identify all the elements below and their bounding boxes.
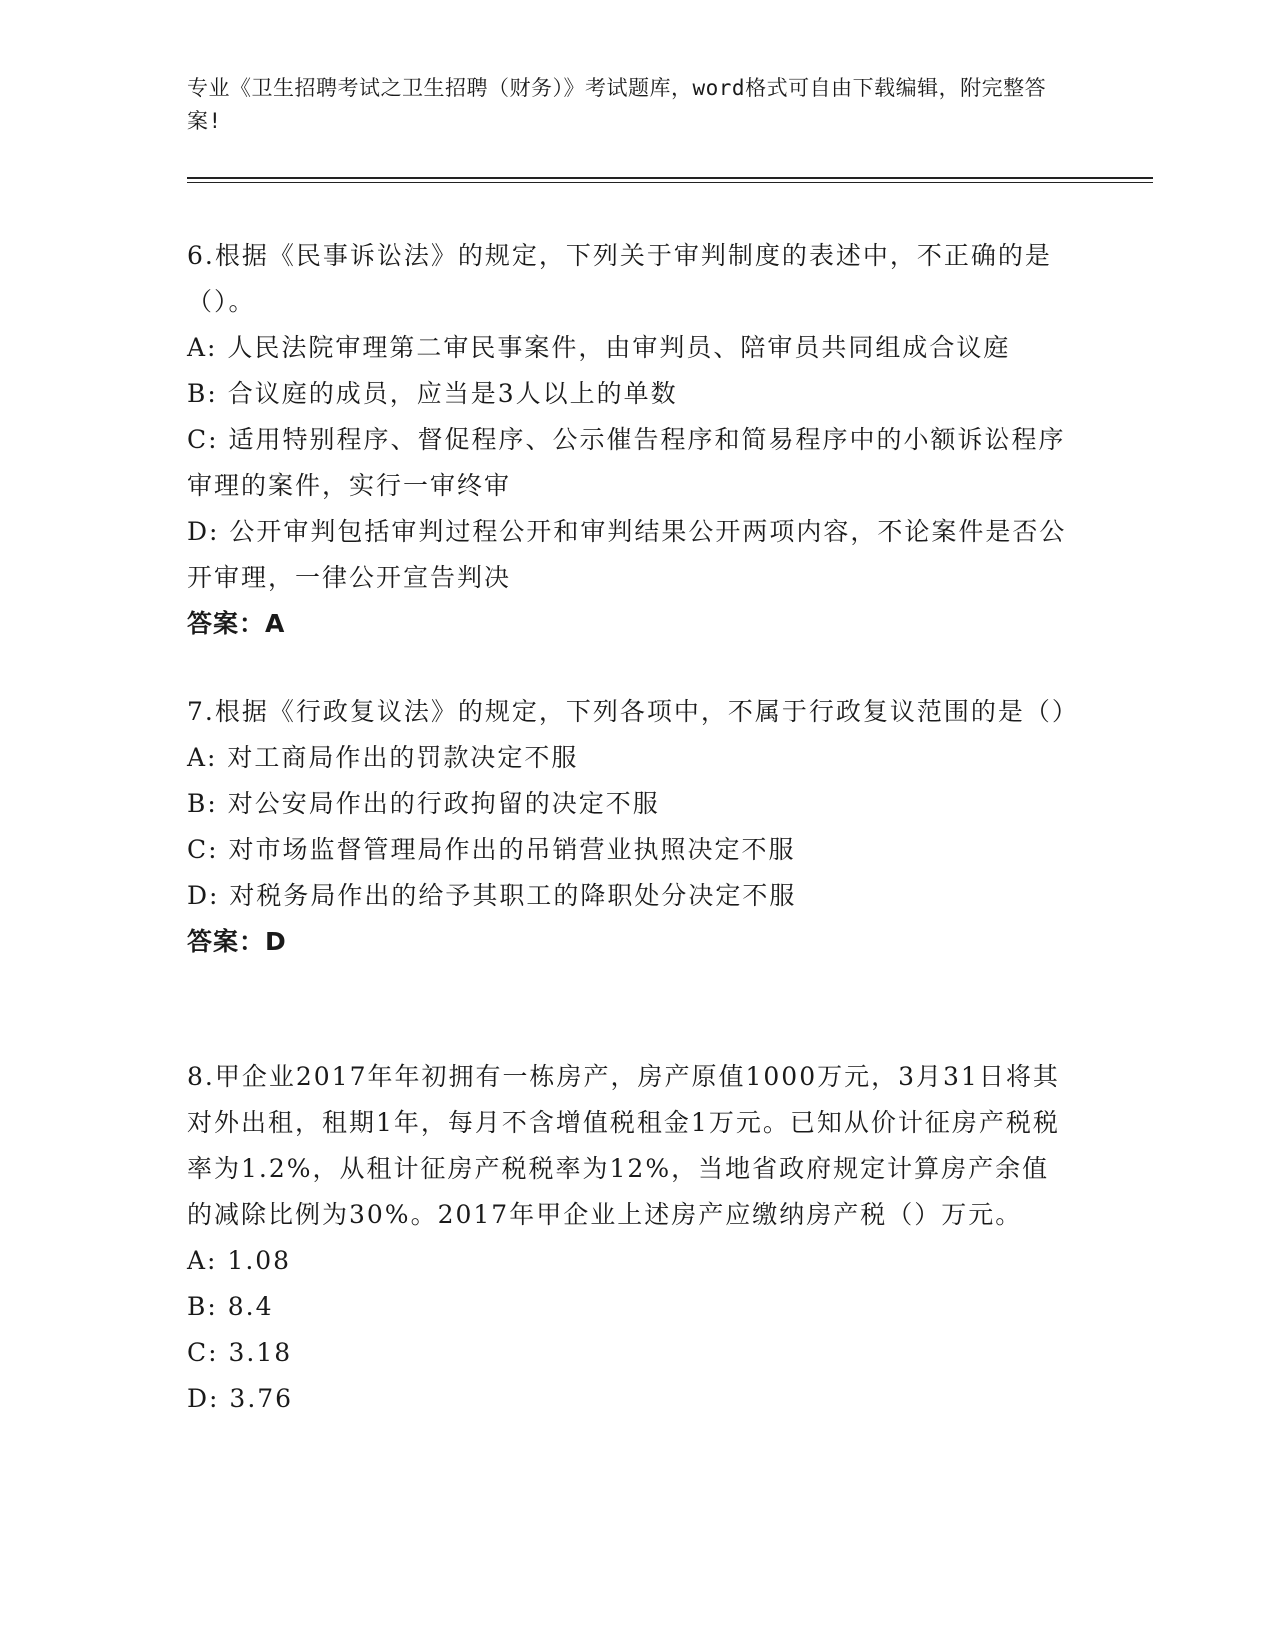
option-d: D: 公开审判包括审判过程公开和审判结果公开两项内容，不论案件是否公开审理，一律公开宣告判决 — [187, 517, 1067, 592]
question-stem: 7.根据《行政复议法》的规定，下列各项中，不属于行政复议范围的是（） — [187, 697, 1079, 726]
option-b: B: 对公安局作出的行政拘留的决定不服 — [187, 789, 660, 818]
option-a: A: 对工商局作出的罚款决定不服 — [187, 743, 579, 772]
answer-line: 答案：D — [187, 927, 287, 956]
document-header: 专业《卫生招聘考试之卫生招聘（财务）》考试题库，word格式可自由下载编辑，附完整答案! — [187, 76, 1047, 133]
question-stem: 8.甲企业2017年年初拥有一栋房产，房产原值1000万元，3月31日将其对外出租，租期1年，每月不含增值税租金1万元。已知从价计征房产税税率为1.2%，从租计征房产税税率为12%，当地省政府规定计算房产余值的减除比例为30%。2017年甲企业上述房产应缴纳房产税（）万元。 — [187, 1062, 1060, 1229]
option-b: B: 8.4 — [187, 1292, 274, 1321]
option-c: C: 对市场监督管理局作出的吊销营业执照决定不服 — [187, 835, 796, 864]
header-divider-thick — [187, 177, 1153, 179]
option-c: C: 3.18 — [187, 1338, 293, 1367]
option-c: C: 适用特别程序、督促程序、公示催告程序和简易程序中的小额诉讼程序审理的案件，实行一审终审 — [187, 425, 1066, 500]
option-a: A: 人民法院审理第二审民事案件，由审判员、陪审员共同组成合议庭 — [187, 333, 1011, 362]
header-divider-thin — [187, 182, 1153, 183]
option-d: D: 3.76 — [187, 1384, 294, 1413]
question-stem: 6.根据《民事诉讼法》的规定，下列关于审判制度的表述中，不正确的是（）。 — [187, 241, 1052, 316]
option-d: D: 对税务局作出的给予其职工的降职处分决定不服 — [187, 881, 797, 910]
question-7 — [187, 689, 1079, 965]
question-6 — [187, 233, 1067, 647]
answer-line: 答案：A — [187, 609, 286, 638]
option-b: B: 合议庭的成员，应当是3人以上的单数 — [187, 379, 678, 408]
option-a: A: 1.08 — [187, 1246, 292, 1275]
question-8 — [187, 1054, 1067, 1422]
